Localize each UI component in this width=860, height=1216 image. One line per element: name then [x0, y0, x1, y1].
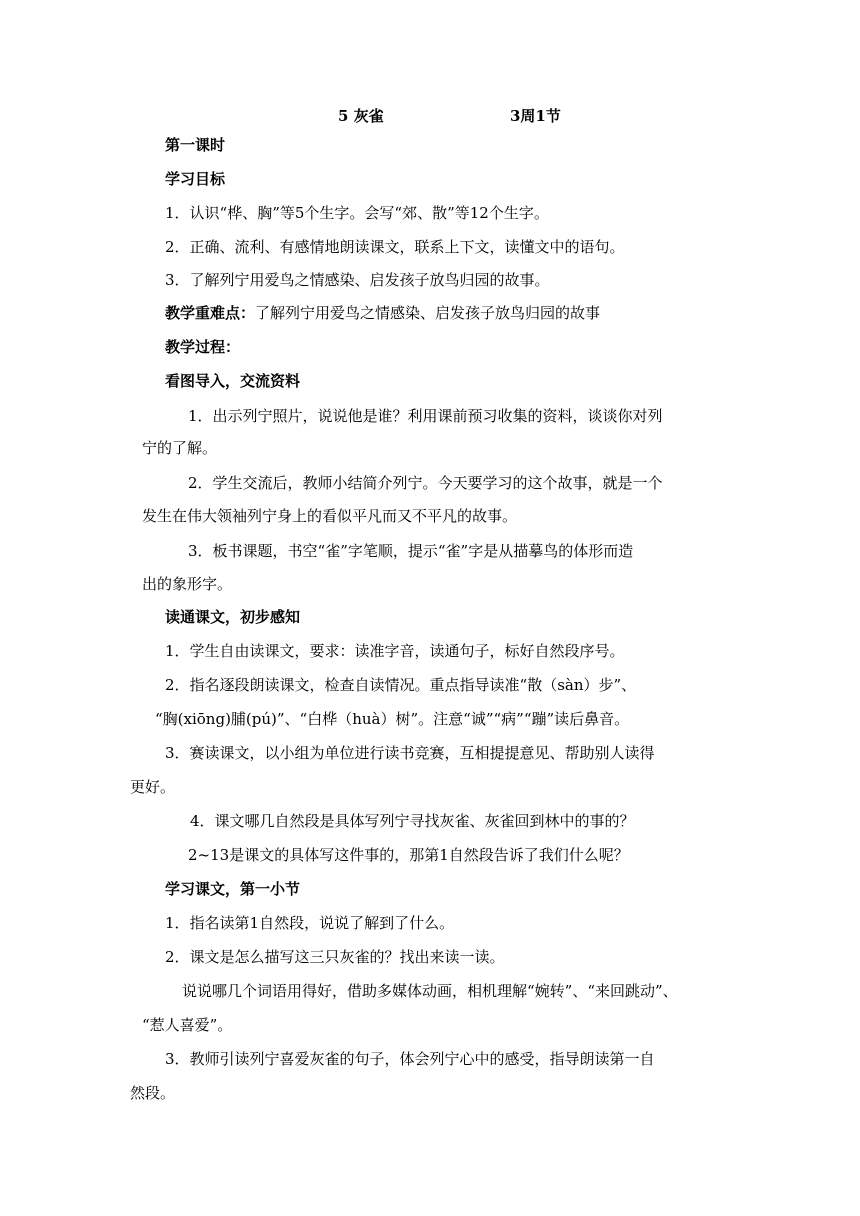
- text-line: [165, 169, 225, 189]
- line-text: 4．课文哪几自然段是具体写列宁寻找灰雀、灰雀回到林中的事的？: [190, 812, 635, 830]
- line-text: “胸(xiōng)脯(pú)”、“白桦（huà）树”。注意“诚”“病”“蹦”读后鼻音。: [155, 710, 630, 728]
- text-line: [165, 270, 550, 290]
- line-text: 发生在伟大领袖列宁身上的看似平凡而又不平凡的故事。: [142, 507, 518, 525]
- line-text: 2．正确、流利、有感情地朗读课文，联系上下文，读懂文中的语句。: [165, 238, 625, 256]
- lesson-title: 5 灰雀: [338, 107, 384, 125]
- text-line: [142, 506, 517, 526]
- text-line: [165, 203, 549, 223]
- line-text: 宁的了解。: [142, 439, 218, 457]
- text-line: [165, 641, 625, 661]
- text-line: [165, 237, 625, 257]
- lesson-schedule: 3周1节: [510, 107, 561, 125]
- line-text: 然段。: [130, 1084, 176, 1102]
- line-text: 1．学生自由读课文，要求：读准字音，读通句子，标好自然段序号。: [165, 642, 625, 660]
- text-line: [165, 743, 655, 763]
- line-text: 了解列宁用爱鸟之情感染、启发孩子放鸟归园的故事: [255, 304, 601, 322]
- line-text: 1．认识“桦、胸”等5个生字。会写“郊、散”等12个生字。: [165, 204, 549, 222]
- line-text: 出的象形字。: [142, 575, 233, 593]
- text-line: [165, 303, 600, 323]
- text-line: [188, 406, 663, 426]
- line-text: 2．学生交流后，教师小结简介列宁。今天要学习的这个故事，就是一个: [188, 474, 663, 492]
- line-text: 2．课文是怎么描写这三只灰雀的？找出来读一读。: [165, 948, 505, 966]
- text-line: [165, 879, 300, 899]
- section-heading: 第一课时: [165, 136, 226, 154]
- text-line: [142, 1015, 232, 1035]
- line-text: 1．指名读第1自然段，说说了解到了什么。: [165, 914, 455, 932]
- section-heading: 学习课文，第一小节: [165, 880, 301, 898]
- line-text: 3．赛读课文，以小组为单位进行读书竞赛，互相提提意见、帮助别人读得: [165, 744, 655, 762]
- text-line: [165, 675, 636, 695]
- text-line: [165, 607, 300, 627]
- text-line: [155, 709, 629, 729]
- line-text: 3．教师引读列宁喜爱灰雀的句子，体会列宁心中的感受，指导朗读第一自: [165, 1050, 655, 1068]
- line-text: 2．指名逐段朗读课文，检查自读情况。重点指导读准“散（sàn）步”、: [165, 676, 637, 694]
- text-line: [165, 371, 300, 391]
- text-line: [165, 947, 505, 967]
- text-line: [188, 845, 629, 865]
- text-line: [188, 541, 633, 561]
- line-text: 3．了解列宁用爱鸟之情感染、启发孩子放鸟归园的故事。: [165, 271, 550, 289]
- line-text: 说说哪几个词语用得好，借助多媒体动画，相机理解“婉转”、“来回跳动”、: [182, 982, 678, 1000]
- text-line: [165, 135, 225, 155]
- text-line: [142, 438, 217, 458]
- line-text: 2~13是课文的具体写这件事的，那第1自然段告诉了我们什么呢？: [188, 846, 629, 864]
- text-line: [182, 981, 678, 1001]
- text-line: [190, 811, 635, 831]
- line-text: 3．板书课题，书空“雀”字笔顺，提示“雀”字是从描摹鸟的体形而造: [188, 542, 634, 560]
- section-heading: 读通课文，初步感知: [165, 608, 301, 626]
- section-heading: 教学过程：: [165, 338, 241, 356]
- text-line: [130, 777, 175, 797]
- line-text: “惹人喜爱”。: [142, 1016, 233, 1034]
- text-line: [165, 337, 240, 357]
- line-text: 1．出示列宁照片，说说他是谁？利用课前预习收集的资料，谈谈你对列: [188, 407, 663, 425]
- section-heading: 教学重难点：: [165, 304, 256, 322]
- text-line: [165, 1049, 655, 1069]
- text-line: [130, 1083, 175, 1103]
- text-line: [165, 913, 454, 933]
- text-line: [142, 574, 232, 594]
- section-heading: 学习目标: [165, 170, 226, 188]
- text-line: [188, 473, 663, 493]
- line-text: 更好。: [130, 778, 176, 796]
- section-heading: 看图导入，交流资料: [165, 372, 301, 390]
